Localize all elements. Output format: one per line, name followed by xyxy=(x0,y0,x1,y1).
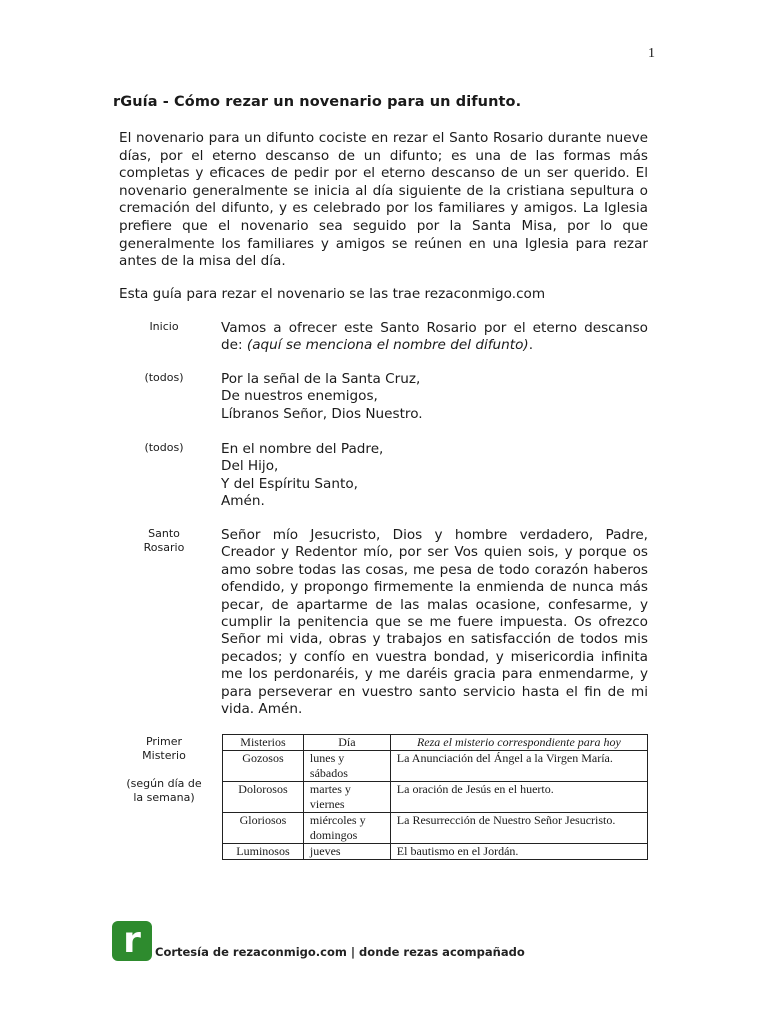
misterio-description: La oración de Jesús en el huerto. xyxy=(390,782,647,813)
misterio-name: Gloriosos xyxy=(223,813,304,844)
inicio-end: . xyxy=(528,337,534,354)
footer-courtesy-text: Cortesía de rezaconmigo.com | donde rezas acompañado xyxy=(155,945,525,959)
document-title: rGuía - Cómo rezar un novenario para un difunto. xyxy=(113,94,522,110)
column-header-misterios: Misterios xyxy=(223,735,304,751)
table-header-row xyxy=(223,735,648,751)
inicio-text: Vamos a ofrecer este Santo Rosario por el eterno descanso de: xyxy=(221,320,648,354)
misterio-day: jueves xyxy=(303,844,390,860)
misterio-description: La Anunciación del Ángel a la Virgen María. xyxy=(390,751,647,782)
misterio-description: El bautismo en el Jordán. xyxy=(390,844,647,860)
page-number: 1 xyxy=(648,46,655,61)
section-label-primer-misterio: Primer Misterio xyxy=(142,735,186,762)
table-row xyxy=(223,844,648,860)
prayer-line: Y del Espíritu Santo, xyxy=(221,475,358,492)
rezaconmigo-logo xyxy=(112,921,152,961)
section-text-inicio xyxy=(221,320,648,355)
logo-letter: r xyxy=(123,920,141,961)
misterio-day: martes y viernes xyxy=(303,782,390,813)
prayer-line: Del Hijo, xyxy=(221,458,279,475)
section-sublabel-dia: (según día de la semana) xyxy=(126,777,202,804)
misterio-name: Gozosos xyxy=(223,751,304,782)
misterio-name: Dolorosos xyxy=(223,782,304,813)
misterio-name: Luminosos xyxy=(223,844,304,860)
section-label-inicio: Inicio xyxy=(149,320,179,333)
table-row xyxy=(223,813,648,844)
table-row xyxy=(223,751,648,782)
intro-paragraph: El novenario para un difunto cociste en rezar el Santo Rosario durante nueve días, por el eterno descanso de un difunto; es una de las formas más completas y eficaces de pedir por el eterno descanso de un ser querido. El novenario generalmente se inicia al día siguiente de la cristiana sepultura o cremación del difunto, y es celebrado por los familiares y amigos. La Iglesia prefiere que el novenario sea seguido por la Santa Misa, por lo que generalmente los familiares y amigos se reúnen en una Iglesia para rezar antes de la misa del día. xyxy=(119,130,648,270)
misterio-day: miércoles y domingos xyxy=(303,813,390,844)
section-label-todos: (todos) xyxy=(144,371,184,384)
footer xyxy=(112,919,525,961)
section-label-todos: (todos) xyxy=(144,441,184,454)
section-text-padre xyxy=(221,441,648,511)
prayer-line: Amén. xyxy=(221,493,265,510)
misterios-table xyxy=(222,734,648,860)
misterio-description: La Resurrección de Nuestro Señor Jesucristo. xyxy=(390,813,647,844)
prayer-line: Por la señal de la Santa Cruz, xyxy=(221,371,421,387)
prayer-line: Líbranos Señor, Dios Nuestro. xyxy=(221,405,423,422)
column-header-reza: Reza el misterio correspondiente para hoy xyxy=(390,735,647,751)
misterio-day: lunes y sábados xyxy=(303,751,390,782)
column-header-dia: Día xyxy=(303,735,390,751)
prayer-line: En el nombre del Padre, xyxy=(221,441,384,457)
section-text-rosario: Señor mío Jesucristo, Dios y hombre verdadero, Padre, Creador y Redentor mío, por ser Vos quien sois, y porque os amo sobre todas las cosas, me pesa de todo corazón haberos ofendido, y propongo firmemente la enmienda de nunca más pecar, de apartarme de las malas ocasione, confesarme, y cumplir la penitencia que se me fuere impuesta. Os ofrezco Señor mi vida, obras y trabajos en satisfacción de todos mis pecados; y confío en vuestra bondad, y misericordia infinita me los perdonaréis, y me daréis gracia para enmendarme, y para perseverar en vuestro santo servicio hasta el fin de mi vida. Amén. xyxy=(221,527,648,718)
section-label-santo-rosario: Santo Rosario xyxy=(143,527,185,554)
intro-source-line: Esta guía para rezar el novenario se las trae rezaconmigo.com xyxy=(119,285,546,302)
intro-text xyxy=(119,130,648,318)
table-row xyxy=(223,782,648,813)
section-text-cruz xyxy=(221,371,648,423)
inicio-note: (aquí se menciona el nombre del difunto) xyxy=(246,337,529,354)
prayer-line: De nuestros enemigos, xyxy=(221,388,378,405)
